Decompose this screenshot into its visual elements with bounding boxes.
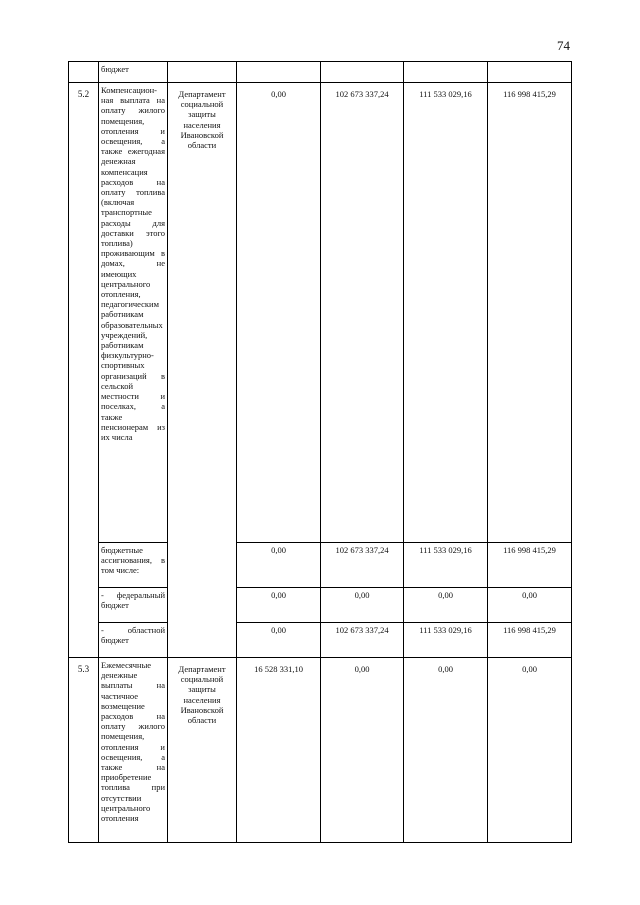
amount-cell: 0,00 (237, 623, 321, 658)
description-cell: бюджет (99, 62, 168, 83)
table-row (69, 543, 572, 588)
table-row (69, 658, 572, 843)
row-number-cell: 5.2 (69, 83, 99, 658)
row-number-cell: 5.3 (69, 658, 99, 843)
amount-cell: 116 998 415,29 (488, 623, 572, 658)
amount-cell: 102 673 337,24 (321, 543, 404, 588)
amount-cell: 111 533 029,16 (404, 623, 488, 658)
amount-cell: 0,00 (321, 588, 404, 623)
amount-cell: 111 533 029,16 (404, 83, 488, 543)
amount-cell: 0,00 (237, 83, 321, 543)
amount-cell (404, 62, 488, 83)
description-cell: - федеральный бюджет (99, 588, 168, 623)
amount-cell: 0,00 (237, 588, 321, 623)
amount-cell: 0,00 (404, 588, 488, 623)
table-row (69, 623, 572, 658)
table-row (69, 62, 572, 83)
amount-cell (237, 62, 321, 83)
table-row (69, 588, 572, 623)
budget-table (68, 61, 572, 843)
amount-cell: 0,00 (488, 588, 572, 623)
amount-cell: 0,00 (237, 543, 321, 588)
executor-cell (168, 62, 237, 83)
amount-cell: 16 528 331,10 (237, 658, 321, 843)
executor-cell: Департамент социальной защиты населения Ивановской области (168, 83, 237, 658)
description-cell: - областной бюджет (99, 623, 168, 658)
description-cell: Ежемесячные денежные выплаты на частичное возмещение расходов на оплату жилого помещения, отопления и освещения, а также на приобретение топлива при отсутствии центрального отопления (99, 658, 168, 843)
amount-cell: 102 673 337,24 (321, 83, 404, 543)
executor-cell: Департамент социальной защиты населения Ивановской области (168, 658, 237, 843)
description-cell: Компенсационная выплата на оплату жилого помещения, отопления и освещения, а также ежегодная денежная компенсация расходов на оплату топлива (включая транспортные расходы для доставки этого топлива) проживающим в домах, не имеющих центрального отопления, педагогическим работникам образовательных учреждений, работникам физкультурно-спортивных организаций в сельской местности и поселках, а также пенсионерам из их числа (99, 83, 168, 543)
table-row (69, 83, 572, 543)
amount-cell (321, 62, 404, 83)
amount-cell: 116 998 415,29 (488, 543, 572, 588)
page-number: 74 (557, 38, 570, 53)
amount-cell: 0,00 (321, 658, 404, 843)
amount-cell (488, 62, 572, 83)
amount-cell: 111 533 029,16 (404, 543, 488, 588)
row-number-cell (69, 62, 99, 83)
amount-cell: 116 998 415,29 (488, 83, 572, 543)
amount-cell: 0,00 (404, 658, 488, 843)
amount-cell: 102 673 337,24 (321, 623, 404, 658)
description-cell: бюджетные ассигнования, в том числе: (99, 543, 168, 588)
amount-cell: 0,00 (488, 658, 572, 843)
